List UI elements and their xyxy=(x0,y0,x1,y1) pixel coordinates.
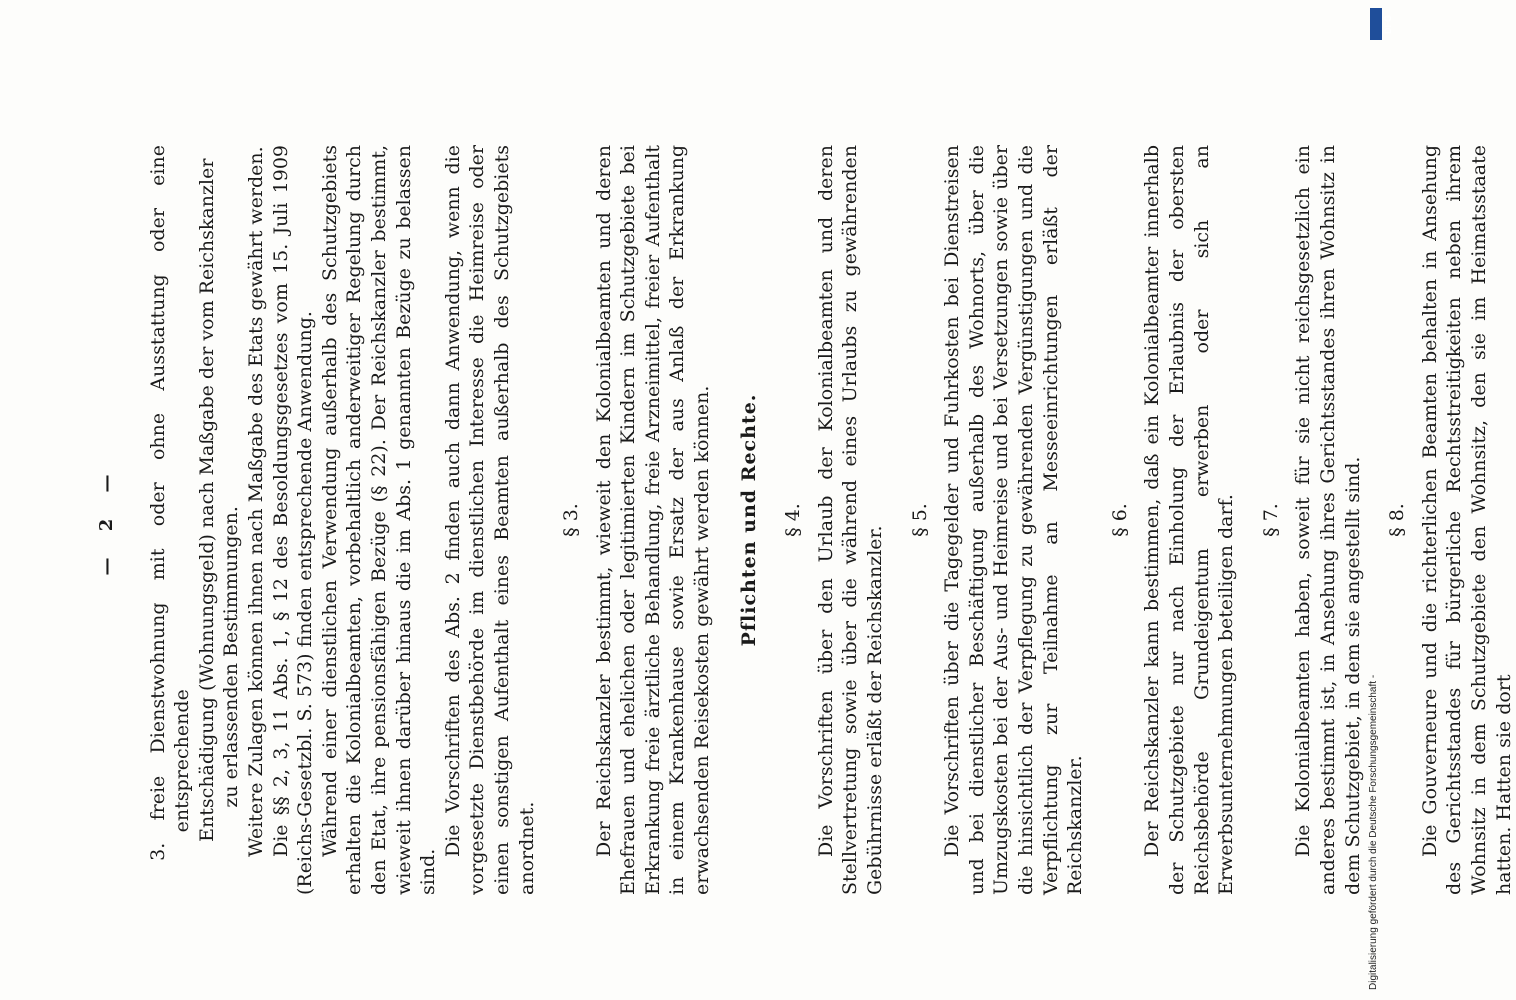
section-4-text: Die Vorschriften über den Urlaub der Kolonialbeamten und deren Stellvertretung sowie über die während eines Urlaubs zu gewährenden Gebührnisse erläßt der Reichskanzler. xyxy=(814,145,887,895)
section-8-title: § 8. xyxy=(1386,503,1409,537)
section-8-text: Die Gouverneure und die richterlichen Beamten behalten in Ansehung des Gerichtsstandes für bürgerliche Rechtsstreitigkeiten neben ihrem Wohnsitz in dem Schutzgebiete den Wohnsitz, den sie im Heimatsstaate hatten. Hatten sie dort xyxy=(1418,145,1515,895)
section-3-title: § 3. xyxy=(560,503,583,537)
paragraph-verwendung: Während einer dienstlichen Verwendung außerhalb des Schutzgebiets erhalten die Kolonialbeamten, vorbehaltlich anderweitiger Regelung durch den Etat, ihre pensionsfähigen Bezüge (§ 22). Der Reichskanzler bestimmt, wieweit ihnen darüber hinaus die im Abs. 1 genannten Bezüge zu belassen sind. xyxy=(318,145,440,895)
item-3-line2: Entschädigung (Wohnungsgeld) nach Maßgabe der vom Reichskanzler xyxy=(195,158,218,842)
page-number: — 2 — xyxy=(96,464,117,576)
section-3-text: Der Reichskanzler bestimmt, wieweit den Kolonialbeamten und deren Ehefrauen und ehelichen oder legitimierten Kindern im Schutzgebiete bei Erkrankung freie ärztliche Behandlung, freie Arzneimittel, freier Aufenthalt in einem Krankenhause sowie Ersatz der aus Anlaß der Erkrankung erwachsenden Reisekosten gewährt werden können. xyxy=(592,145,714,895)
section-7-title: § 7. xyxy=(1259,503,1282,537)
section-6-text: Der Reichskanzler kann bestimmen, daß ein Kolonialbeamter innerhalb der Schutzgebiete nur nach Einholung der Erlaubnis der obersten Reichsbehörde Grundeigentum erwerben oder sich an Erwerbsunternehmungen beteiligen darf. xyxy=(1141,145,1238,895)
dfg-logo xyxy=(1370,8,1382,40)
dfg-logo-text: DFG xyxy=(1383,15,1393,34)
item-3-line3: zu erlassenden Bestimmungen. xyxy=(220,506,243,808)
section-7-text: Die Kolonialbeamten haben, soweit für sie nicht reichsgesetzlich ein anderes bestimmt ist, in Ansehung ihres Gerichtsstandes ihren Wohnsitz in dem Schutzgebiet, in dem sie angestellt sind. xyxy=(1292,145,1364,895)
paragraph-besoldungsgesetz: Die §§ 2, 3, 11 Abs. 1, § 12 des Besoldungsgesetzes vom 15. Juli 1909 (Reichs-Gesetzbl. S. 573) finden entsprechende Anwendung. xyxy=(269,145,317,895)
section-4-title: § 4. xyxy=(782,503,805,537)
chapter-heading: Pflichten und Rechte. xyxy=(737,393,760,647)
item-3-line1: 3. freie Dienstwohnung mit oder ohne Ausstattung oder eine entsprechende xyxy=(146,145,194,861)
paragraph-zulagen: Weitere Zulagen können ihnen nach Maßgabe des Etats gewährt werden. xyxy=(244,146,267,857)
section-6-title: § 6. xyxy=(1108,503,1131,537)
section-5-title: § 5. xyxy=(908,503,931,537)
section-5-text: Die Vorschriften über die Tagegelder und Fuhrkosten bei Dienstreisen und bei dienstlicher Beschäftigung außerhalb des Wohnorts, über die Umzugskosten bei der Aus- und Heimreise und bei Versetzungen sowie über die hinsichtlich der Verpflegung zu gewährenden Vergünstigungen und die Verpflichtung zur Teilnahme an Messeeinrichtungen erläßt der Reichskanzler. xyxy=(941,145,1087,895)
paragraph-vorschriften: Die Vorschriften des Abs. 2 finden auch dann Anwendung, wenn die vorgesetzte Dienstbehörde im dienstlichen Interesse die Heimreise oder einen sonstigen Aufenthalt eines Beamten außerhalb des Schutzgebiets anordnet. xyxy=(441,145,538,895)
dfg-margin-note: Digitalisierung gefördert durch die Deutsche Forschungsgemeinschaft - xyxy=(1368,674,1379,990)
